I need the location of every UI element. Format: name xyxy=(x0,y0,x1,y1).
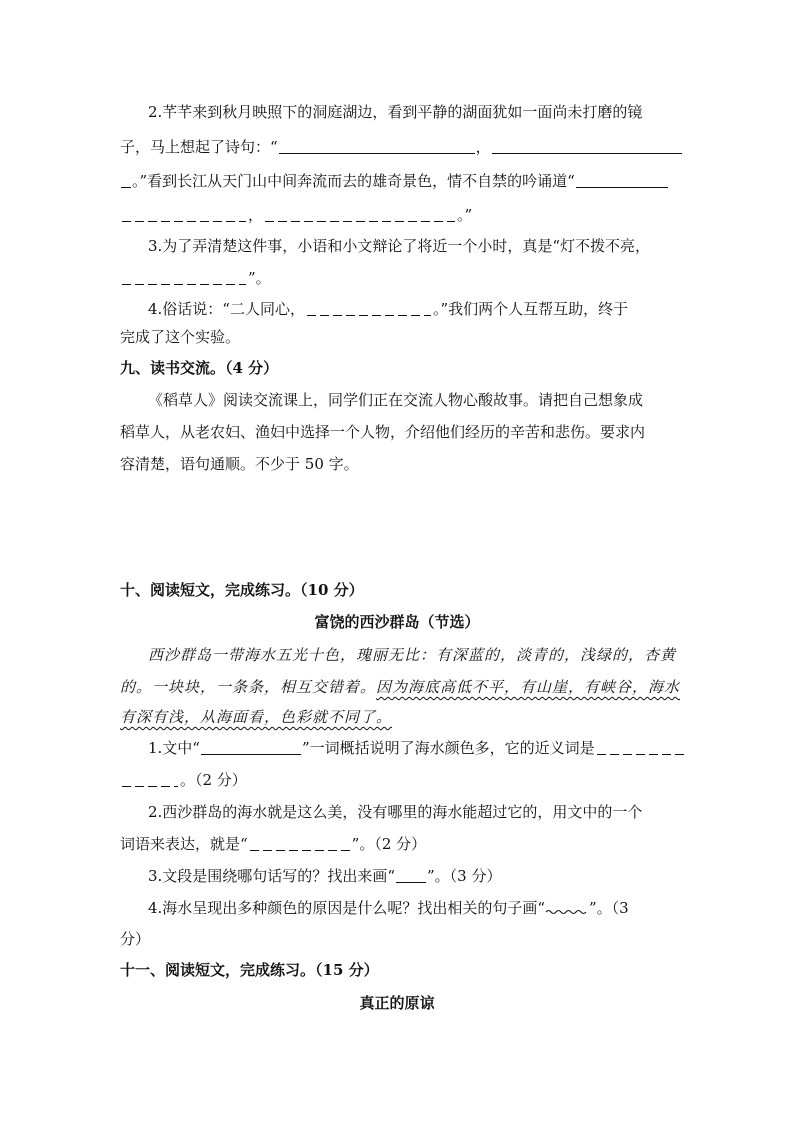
q10-item4-line2: 分） xyxy=(120,930,151,948)
q9-paragraph-line3: 容清楚，语句通顺。不少于 50 字。 xyxy=(120,455,359,473)
q10-item3-line1 xyxy=(148,866,501,886)
q10-item4-text: 4.海水呈现出多种颜色的原因是什么呢？找出相关的句子画“ xyxy=(148,899,545,917)
q10-passage-line2 xyxy=(120,677,680,697)
q9-paragraph-line2: 稻草人，从老农妇、渔妇中选择一个人物，介绍他们经历的辛苦和悲伤。要求内 xyxy=(120,423,646,441)
wavy-line-mark xyxy=(545,907,589,915)
q8-item4-line1-text: 4.俗话说：“二人同心， xyxy=(148,300,305,318)
answer-blank[interactable] xyxy=(201,752,301,755)
q9-paragraph-line1: 《稻草人》阅读交流课上，同学们正在交流人物心酸故事。请把自己想象成 xyxy=(148,391,644,409)
q8-item2-line3-text: 。”看到长江从天门山中间奔流而去的雄奇景色，情不自禁的吟诵道“ xyxy=(132,172,575,190)
q10-passage-wavy-sentence-b: 有深有浅，从海面看，色彩就不同了。 xyxy=(120,708,393,726)
q8-item2-line1: 2.芊芊来到秋月映照下的洞庭湖边，看到平静的湖面犹如一面尚未打磨的镜 xyxy=(148,103,643,121)
q10-item2-line1: 2.西沙群岛的海水就是这么美，没有哪里的海水能超过它的，用文中的一个 xyxy=(148,803,643,821)
q11-heading: 十一、阅读短文，完成练习。（15 分） xyxy=(120,961,379,979)
q10-item1-line1 xyxy=(148,738,687,758)
q8-item2-line3 xyxy=(120,171,669,191)
q10-item1-line2 xyxy=(120,770,247,790)
q11-passage-title: 真正的原谅 xyxy=(359,994,435,1012)
q8-item2-line2 xyxy=(120,137,683,157)
answer-blank[interactable] xyxy=(121,185,131,188)
q10-item4-line1 xyxy=(148,898,629,918)
q10-item1-text-a: 1.文中“ xyxy=(148,739,200,757)
answer-blank[interactable] xyxy=(279,151,475,154)
q8-item2-line4-comma: ， xyxy=(248,206,264,224)
straight-line-mark xyxy=(396,880,426,883)
q8-item3-line1: 3.为了弄清楚这件事，小语和小文辩论了将近一个小时，真是“灯不拨不亮， xyxy=(148,237,650,255)
q10-passage-line3 xyxy=(120,707,392,727)
answer-blank[interactable] xyxy=(265,220,455,222)
q10-item2-text: 词语来表达，就是“ xyxy=(120,835,248,853)
answer-blank[interactable] xyxy=(492,151,682,154)
q8-item3-line2-end: ”。 xyxy=(248,269,271,287)
q10-item2-end: ”。（2 分） xyxy=(351,835,427,853)
q8-item4-line2: 完成了这个实验。 xyxy=(120,328,241,346)
q10-item2-line2 xyxy=(120,834,426,854)
q10-passage-title: 富饶的西沙群岛（节选） xyxy=(314,613,480,631)
q8-item2-line2-comma: ， xyxy=(475,138,491,156)
q10-passage-wavy-sentence-a: 因为海底高低不平，有山崖，有峡谷，海水 xyxy=(376,678,681,696)
q10-item4-end: ”。（3 xyxy=(588,899,629,917)
q9-heading: 九、读书交流。（4 分） xyxy=(120,359,279,377)
answer-blank[interactable] xyxy=(576,185,668,188)
q8-item2-line4 xyxy=(120,205,472,225)
q8-item4-line1-end: 。”我们两个人互帮互助，终于 xyxy=(432,300,629,318)
answer-blank[interactable] xyxy=(122,283,246,285)
q8-item2-line4-end: 。” xyxy=(457,206,473,224)
q10-item1-end: 。（2 分） xyxy=(180,771,247,789)
q10-item3-text: 3.文段是围绕哪句话写的？找出来画“ xyxy=(148,867,395,885)
q8-item3-line2 xyxy=(120,268,271,288)
answer-blank[interactable] xyxy=(250,849,350,851)
answer-blank[interactable] xyxy=(122,220,246,222)
answer-blank[interactable] xyxy=(307,314,431,316)
q10-item3-end: ”。（3 分） xyxy=(426,867,502,885)
q10-passage-line2-text: 的。一块块，一条条，相互交错着。 xyxy=(120,678,377,696)
q10-heading: 十、阅读短文，完成练习。（10 分） xyxy=(120,581,364,599)
answer-blank[interactable] xyxy=(122,785,178,787)
answer-blank[interactable] xyxy=(597,753,685,755)
q10-passage-line1: 西沙群岛一带海水五光十色，瑰丽无比：有深蓝的，淡青的，浅绿的，杏黄 xyxy=(148,646,677,664)
q10-item1-text-b: ”一词概括说明了海水颜色多，它的近义词是 xyxy=(301,739,595,757)
q8-item4-line1 xyxy=(148,299,628,319)
q8-item2-line2-text: 子，马上想起了诗句：“ xyxy=(120,138,278,156)
